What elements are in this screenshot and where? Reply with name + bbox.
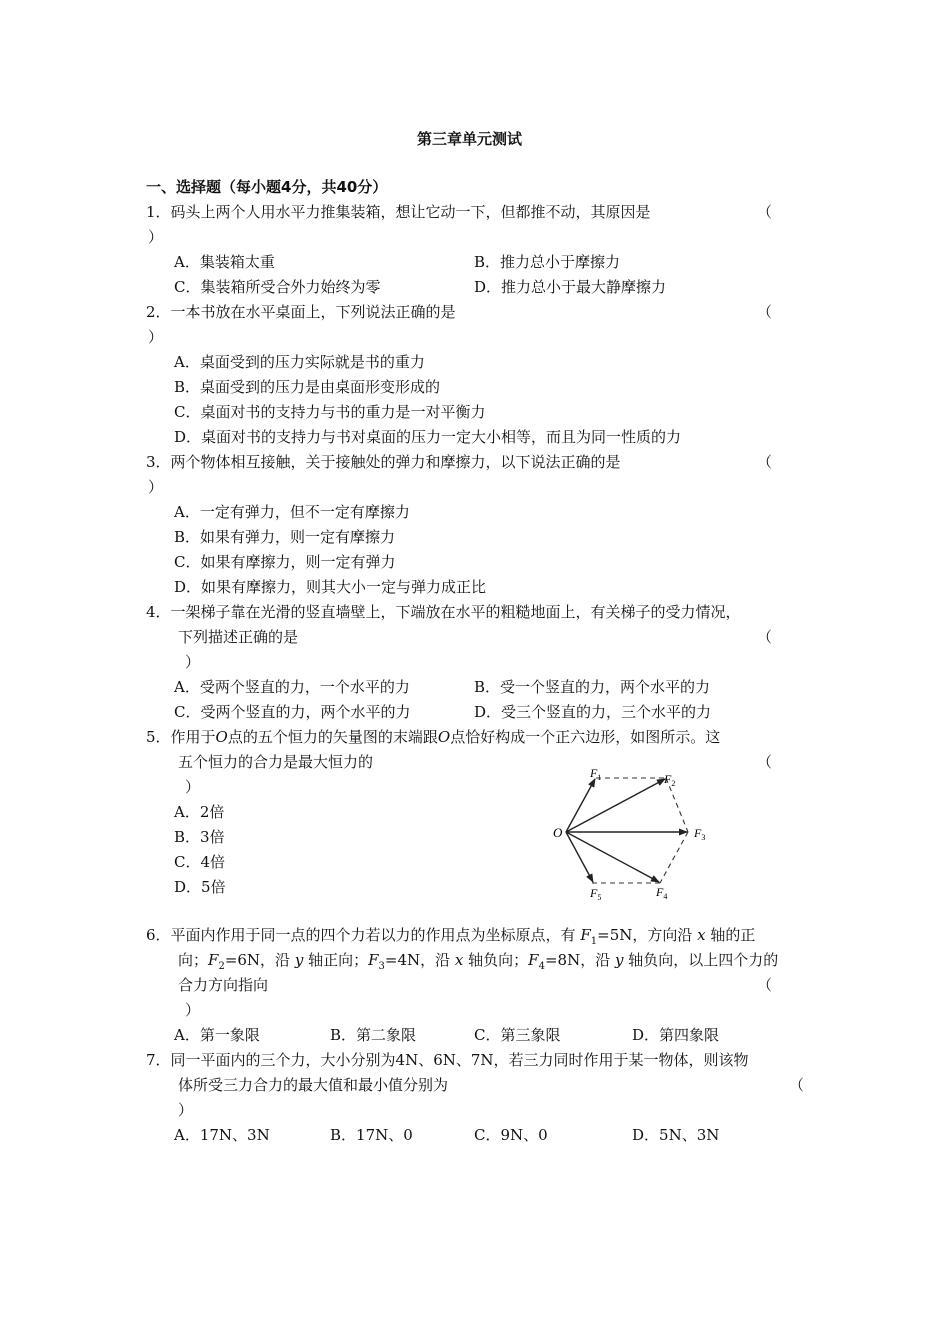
option-a[interactable]: A．一定有弹力，但不一定有摩擦力 (174, 503, 410, 521)
label-f1: $F_1$ (590, 766, 602, 782)
answer-paren-close: ） (185, 653, 201, 671)
hexagon-edge (660, 832, 688, 883)
option-a[interactable]: A．第一象限 (174, 1026, 260, 1044)
option-a[interactable]: A．集装箱太重 (174, 253, 275, 271)
label-f5: $F_5$ (590, 886, 602, 902)
option-c[interactable]: C．如果有摩擦力，则一定有弹力 (174, 553, 396, 571)
answer-paren-open: （ (757, 453, 773, 471)
hexagon-edge (666, 778, 688, 832)
option-d[interactable]: D．5N、3N (632, 1126, 720, 1144)
section-heading: 一、选择题（每小题4分，共40分） (146, 178, 388, 196)
label-f3: $F_3$ (694, 826, 706, 842)
option-d[interactable]: D．桌面对书的支持力与书对桌面的压力一定大小相等，而且为同一性质的力 (174, 428, 682, 446)
option-d[interactable]: D．推力总小于最大静摩擦力 (474, 278, 667, 296)
option-c[interactable]: C．受两个竖直的力，两个水平的力 (174, 703, 411, 721)
option-b[interactable]: B．17N、0 (330, 1126, 413, 1144)
answer-paren-close: ） (185, 778, 201, 796)
origin-label: O (553, 825, 563, 840)
answer-paren-close: ） (185, 1001, 201, 1019)
option-d[interactable]: D．第四象限 (632, 1026, 720, 1044)
option-c[interactable]: C．9N、0 (474, 1126, 548, 1144)
question-stem: 2．一本书放在水平桌面上，下列说法正确的是 (146, 303, 456, 321)
page-title: 第三章单元测试 (417, 130, 523, 148)
option-c[interactable]: C．集装箱所受合外力始终为零 (174, 278, 381, 296)
option-b[interactable]: B．受一个竖直的力，两个水平的力 (474, 678, 711, 696)
option-d[interactable]: D．如果有摩擦力，则其大小一定与弹力成正比 (174, 578, 487, 596)
answer-paren-close: ） (148, 228, 164, 246)
question-stem-line-2: 向；$F_2=6N$，沿 y 轴正向；$F_3=4N$，沿 x 轴负向；$F_4=8N$，沿 y 轴负向，以上四个力的 (178, 951, 779, 972)
option-d[interactable]: D．受三个竖直的力，三个水平的力 (474, 703, 712, 721)
label-f4: $F_4$ (656, 885, 668, 901)
option-b[interactable]: B．如果有弹力，则一定有摩擦力 (174, 528, 396, 546)
option-b[interactable]: B．推力总小于摩擦力 (474, 253, 621, 271)
option-a[interactable]: A．2倍 (174, 803, 225, 821)
question-stem-line-3: 合力方向指向 (178, 976, 269, 994)
answer-paren-close: ） (178, 1101, 194, 1119)
question-stem: 3．两个物体相互接触，关于接触处的弹力和摩擦力，以下说法正确的是 (146, 453, 621, 471)
answer-paren-open: （ (757, 976, 773, 994)
question-stem-line-1: 4．一架梯子靠在光滑的竖直墙壁上，下端放在水平的粗糙地面上，有关梯子的受力情况， (146, 603, 741, 621)
answer-paren-open: （ (757, 303, 773, 321)
question-stem-line-2: 五个恒力的合力是最大恒力的 (178, 753, 374, 771)
option-b[interactable]: B．桌面受到的压力是由桌面形变形成的 (174, 378, 441, 396)
answer-paren-open: （ (789, 1076, 805, 1094)
question-stem-line-1: 5．作用于O点的五个恒力的矢量图的末端跟O点恰好构成一个正六边形，如图所示。这 (146, 728, 721, 746)
question-stem-line-1: 6．平面内作用于同一点的四个力若以力的作用点为坐标原点，有 $F_1=5N$，方向沿 x 轴的正 (146, 926, 756, 947)
option-b[interactable]: B．第二象限 (330, 1026, 417, 1044)
option-c[interactable]: C．桌面对书的支持力与书的重力是一对平衡力 (174, 403, 486, 421)
label-f2: $F_2$ (664, 772, 676, 788)
option-a[interactable]: A．17N、3N (174, 1126, 270, 1144)
answer-paren-close: ） (148, 328, 164, 346)
option-b[interactable]: B．3倍 (174, 828, 225, 846)
question-stem-line-1: 7．同一平面内的三个力，大小分别为4N、6N、7N，若三力同时作用于某一物体，则该物 (146, 1051, 749, 1069)
option-d[interactable]: D．5倍 (174, 878, 226, 896)
option-c[interactable]: C．4倍 (174, 853, 226, 871)
answer-paren-open: （ (757, 203, 773, 221)
question-stem-line-2: 下列描述正确的是 (178, 628, 299, 646)
force-hexagon-figure (548, 760, 718, 905)
option-c[interactable]: C．第三象限 (474, 1026, 561, 1044)
question-stem: 1．码头上两个人用水平力推集装箱，想让它动一下，但都推不动，其原因是 (146, 203, 651, 221)
option-a[interactable]: A．受两个竖直的力，一个水平的力 (174, 678, 410, 696)
option-a[interactable]: A．桌面受到的压力实际就是书的重力 (174, 353, 425, 371)
answer-paren-close: ） (148, 478, 164, 496)
question-stem-line-2: 体所受三力合力的最大值和最小值分别为 (178, 1076, 449, 1094)
answer-paren-open: （ (757, 753, 773, 771)
answer-paren-open: （ (757, 628, 773, 646)
